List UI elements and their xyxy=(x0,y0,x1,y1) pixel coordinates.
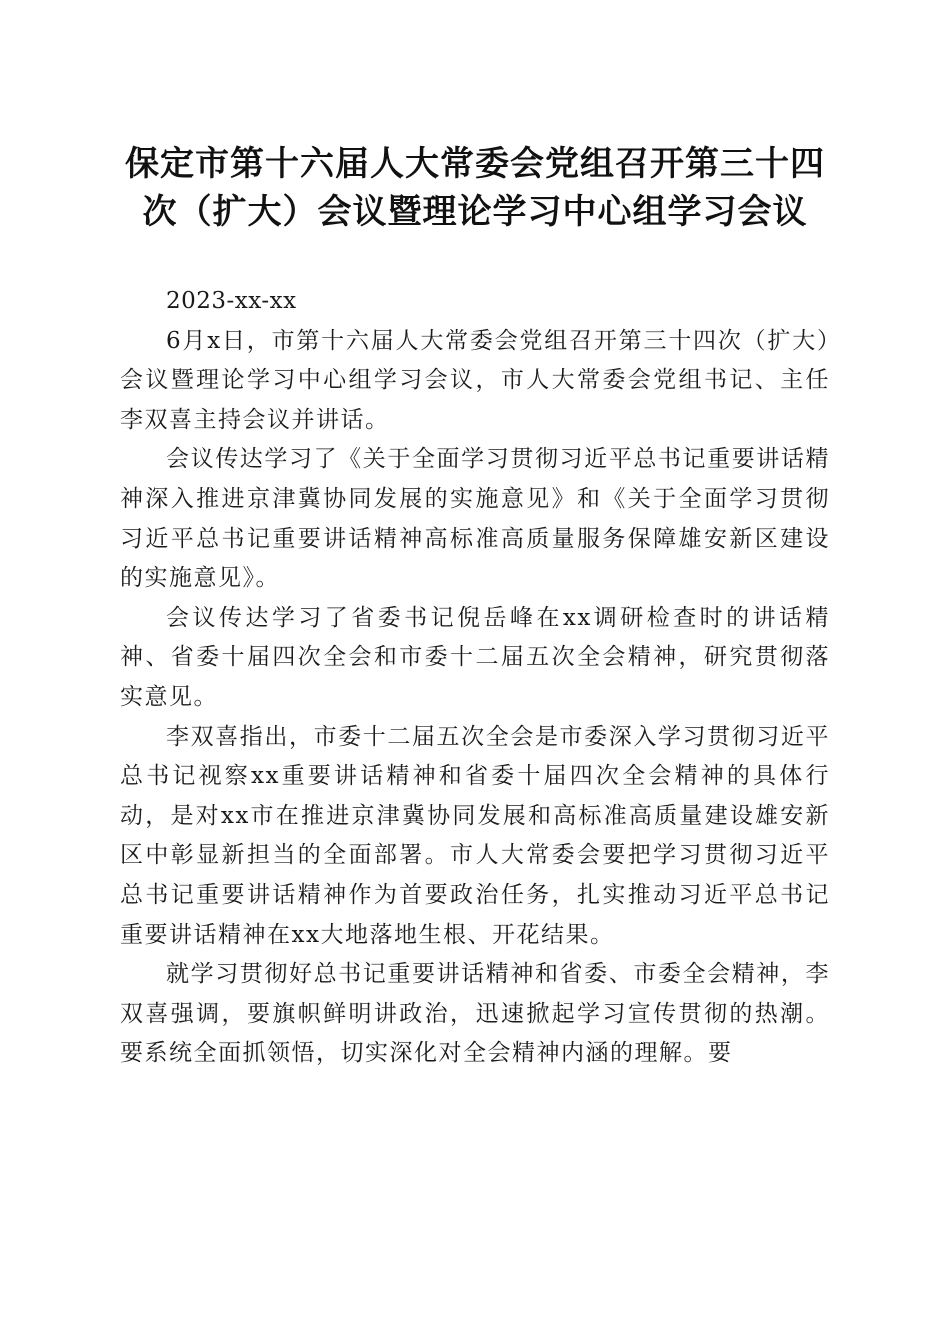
paragraph-4: 李双喜指出，市委十二届五次全会是市委深入学习贯彻习近平总书记视察xx重要讲话精神和省委十届四次全会精神的具体行动，是对xx市在推进京津冀协同发展和高标准高质量建设雄安新区中彰显新担当的全面部署。市人大常委会要把学习贯彻习近平总书记重要讲话精神作为首要政治任务，扎实推动习近平总书记重要讲话精神在xx大地落地生根、开花结果。 xyxy=(120,723,830,948)
document-title xyxy=(120,0,830,236)
paragraph-5: 就学习贯彻好总书记重要讲话精神和省委、市委全会精神，李双喜强调，要旗帜鲜明讲政治，迅速掀起学习宣传贯彻的热潮。要系统全面抓领悟，切实深化对全会精神内涵的理解。要 xyxy=(120,961,830,1067)
document-date: 2023-xx-xx xyxy=(166,288,297,314)
title-line-2: 次（扩大）会议暨理论学习中心组学习会议 xyxy=(142,192,808,232)
paragraph-3: 会议传达学习了省委书记倪岳峰在xx调研检查时的讲话精神、省委十届四次全会和市委十二届五次全会精神，研究贯彻落实意见。 xyxy=(120,604,830,710)
paragraph-2: 会议传达学习了《关于全面学习贯彻习近平总书记重要讲话精神深入推进京津冀协同发展的实施意见》和《关于全面学习贯彻习近平总书记重要讲话精神高标准高质量服务保障雄安新区建设的实施意见》。 xyxy=(120,446,830,592)
paragraph-1: 6月x日，市第十六届人大常委会党组召开第三十四次（扩大）会议暨理论学习中心组学习会议，市人大常委会党组书记、主任李双喜主持会议并讲话。 xyxy=(120,327,830,433)
document-body xyxy=(120,282,830,1074)
title-line-1: 保定市第十六届人大常委会党组召开第三十四 xyxy=(125,144,825,184)
